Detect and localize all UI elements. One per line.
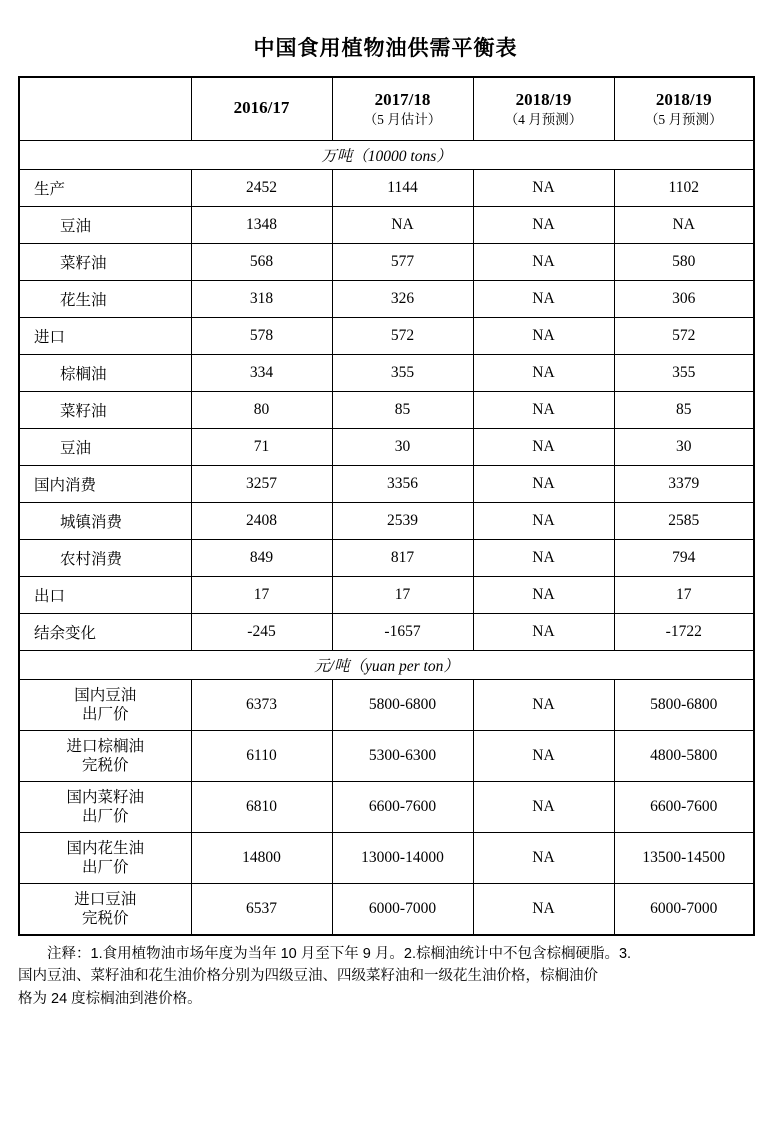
footnote-line-3: 格为 24 度棕榈油到港价格。 [18,990,202,1007]
cell-value: -1657 [332,614,473,651]
column-header-2018-19-may [614,77,754,141]
cell-value: NA [473,782,614,833]
row-label [19,731,191,782]
page-title: 中国食用植物油供需平衡表 [253,37,518,60]
cell-value: 568 [191,244,332,281]
table-row [19,355,754,392]
cell-value: 2408 [191,503,332,540]
cell-value: 30 [332,429,473,466]
cell-value: 2539 [332,503,473,540]
cell-value: 85 [614,392,754,429]
cell-value: 794 [614,540,754,577]
column-header-sub: （5 月估计） [363,112,442,128]
cell-value: NA [473,244,614,281]
row-label-line1: 进口棕榈油 [66,737,144,755]
cell-value: NA [473,614,614,651]
cell-value: NA [614,207,754,244]
cell-value: 577 [332,244,473,281]
table-row [19,207,754,244]
row-label [19,782,191,833]
table-row [19,503,754,540]
cell-value: 3257 [191,466,332,503]
table-footnote [18,943,753,1010]
cell-value: 4800-5800 [614,731,754,782]
cell-value: NA [473,466,614,503]
cell-value: 6000-7000 [332,884,473,936]
column-header-2016-17 [191,77,332,141]
cell-value: 14800 [191,833,332,884]
cell-value: 6600-7600 [614,782,754,833]
cell-value: NA [473,318,614,355]
cell-value: 17 [614,577,754,614]
row-label: 农村消费 [19,540,191,577]
table-row [19,833,754,884]
table-row [19,731,754,782]
column-header-2017-18 [332,77,473,141]
table-row [19,884,754,936]
cell-value: 1348 [191,207,332,244]
cell-value: 30 [614,429,754,466]
cell-value: NA [473,503,614,540]
row-label: 菜籽油 [19,392,191,429]
table-row [19,244,754,281]
cell-value: 6000-7000 [614,884,754,936]
cell-value: 2452 [191,170,332,207]
column-header-2018-19-april [473,77,614,141]
table-row [19,680,754,731]
table-row [19,577,754,614]
row-label-line1: 国内菜籽油 [66,788,144,806]
cell-value: 17 [191,577,332,614]
cell-value: 1102 [614,170,754,207]
supply-demand-table [18,76,755,936]
column-header-sub: （4 月预测） [504,112,583,128]
row-label: 豆油 [19,207,191,244]
cell-value: 578 [191,318,332,355]
cell-value: 6110 [191,731,332,782]
cell-value: 572 [332,318,473,355]
table-row [19,466,754,503]
cell-value: NA [473,540,614,577]
cell-value: NA [332,207,473,244]
row-label: 生产 [19,170,191,207]
cell-value: 13500-14500 [614,833,754,884]
cell-value: 334 [191,355,332,392]
row-label-line1: 国内豆油 [74,686,137,704]
cell-value: NA [473,884,614,936]
cell-value: 17 [332,577,473,614]
cell-value: 85 [332,392,473,429]
cell-value: 3379 [614,466,754,503]
cell-value: 580 [614,244,754,281]
cell-value: NA [473,577,614,614]
cell-value: NA [473,731,614,782]
cell-value: 6810 [191,782,332,833]
cell-value: 318 [191,281,332,318]
cell-value: 817 [332,540,473,577]
section-header-price [19,651,754,680]
table-row [19,170,754,207]
cell-value: NA [473,281,614,318]
row-label: 棕榈油 [19,355,191,392]
row-label: 结余变化 [19,614,191,651]
table-row [19,540,754,577]
cell-value: -245 [191,614,332,651]
row-label-line2: 出厂价 [81,859,129,876]
cell-value: 5300-6300 [332,731,473,782]
column-header-main: 2016/17 [233,98,290,118]
unit-label-price: 元/吨（yuan per ton） [19,651,754,680]
column-header-main: 2018/19 [655,89,712,109]
row-label-line2: 完税价 [81,910,129,927]
row-label [19,884,191,936]
cell-value: NA [473,429,614,466]
cell-value: 13000-14000 [332,833,473,884]
cell-value: NA [473,392,614,429]
table-row [19,429,754,466]
row-label-line2: 出厂价 [81,706,129,723]
cell-value: 355 [332,355,473,392]
table-header-row [19,77,754,141]
row-label: 菜籽油 [19,244,191,281]
column-header-main: 2017/18 [374,89,431,109]
table-row [19,318,754,355]
table-row [19,281,754,318]
table-row [19,392,754,429]
cell-value: 3356 [332,466,473,503]
row-label: 花生油 [19,281,191,318]
cell-value: NA [473,833,614,884]
cell-value: 6537 [191,884,332,936]
column-header-main: 2018/19 [515,89,572,109]
cell-value: 326 [332,281,473,318]
cell-value: 80 [191,392,332,429]
table-row [19,782,754,833]
cell-value: NA [473,680,614,731]
cell-value: 71 [191,429,332,466]
row-label: 城镇消费 [19,503,191,540]
row-label-line1: 进口豆油 [74,890,137,908]
row-label-line2: 完税价 [81,757,129,774]
footnote-line-1: 注释：1.食用植物油市场年度为当年 10 月至下年 9 月。2.棕榈油统计中不包含棕榈硬脂。3. [47,946,632,962]
cell-value: NA [473,207,614,244]
cell-value: 572 [614,318,754,355]
cell-value: 5800-6800 [332,680,473,731]
unit-label-volume: 万吨（10000 tons） [19,141,754,170]
footnote-line-2: 国内豆油、菜籽油和花生油价格分别为四级豆油、四级菜籽油和一级花生油价格，棕榈油价 [18,968,598,985]
cell-value: 849 [191,540,332,577]
row-label-line1: 国内花生油 [66,839,144,857]
cell-value: 6600-7600 [332,782,473,833]
row-label-line2: 出厂价 [81,808,129,825]
row-label: 国内消费 [19,466,191,503]
cell-value: 2585 [614,503,754,540]
cell-value: 5800-6800 [614,680,754,731]
row-label [19,680,191,731]
cell-value: NA [473,170,614,207]
cell-value: NA [473,355,614,392]
row-label: 进口 [19,318,191,355]
column-header-sub: （5 月预测） [644,112,723,128]
column-header-row-label [19,77,191,141]
row-label: 豆油 [19,429,191,466]
cell-value: 306 [614,281,754,318]
section-header-volume [19,141,754,170]
cell-value: 355 [614,355,754,392]
cell-value: -1722 [614,614,754,651]
cell-value: 1144 [332,170,473,207]
row-label [19,833,191,884]
table-row [19,614,754,651]
row-label: 出口 [19,577,191,614]
cell-value: 6373 [191,680,332,731]
